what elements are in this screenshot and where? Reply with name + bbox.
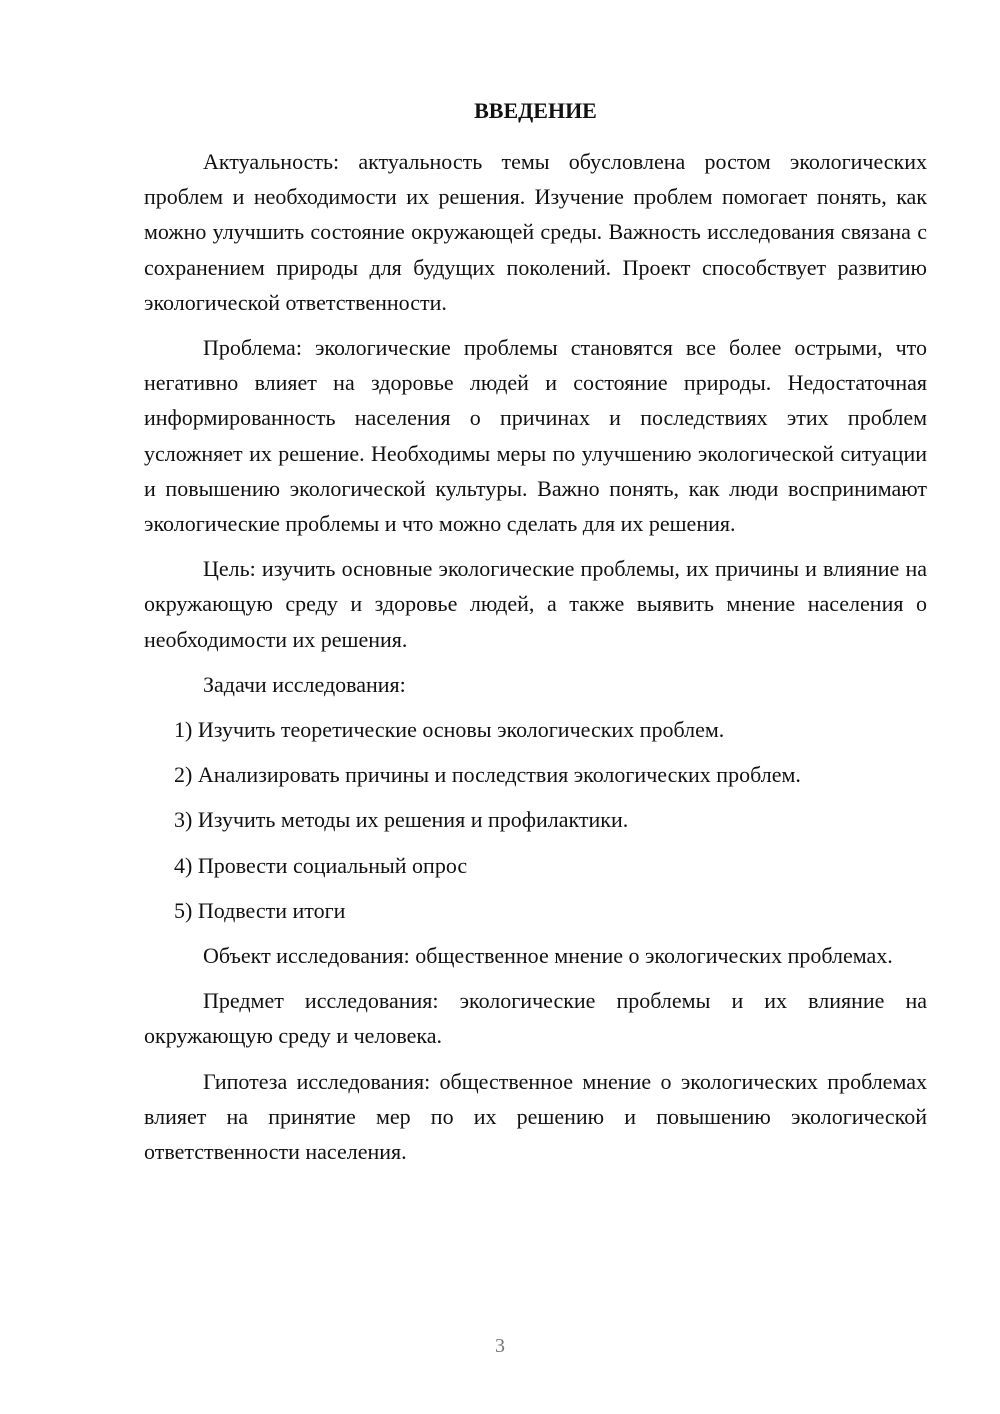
problem-paragraph: Проблема: экологические проблемы становятся все более острыми, что негативно влияет на здоровье людей и состояние природы. Недостаточная информированность населения о причинах и последствиях этих проблем усложняет их решение. Необходимы меры по улучшению экологической ситуации и повышению экологической культуры. Важно понять, как люди воспринимают экологические проблемы и что можно сделать для их решения. — [144, 335, 927, 537]
document-page — [144, 96, 927, 1179]
tasks-list — [144, 712, 927, 928]
relevance-paragraph: Актуальность: актуальность темы обусловлена ростом экологических проблем и необходимости их решения. Изучение проблем помогает понять, как можно улучшить состояние окружающей среды. Важность исследования связана с сохранением природы для будущих поколений. Проект способствует развитию экологической ответственности. — [144, 149, 927, 315]
object-paragraph: Объект исследования: общественное мнение о экологических проблемах. — [203, 943, 893, 969]
task-item-5: 5) Подвести итоги — [174, 897, 346, 923]
task-item-1: 1) Изучить теоретические основы экологических проблем. — [174, 717, 725, 743]
task-item-4: 4) Провести социальный опрос — [174, 852, 468, 878]
tasks-heading: Задачи исследования: — [203, 671, 406, 697]
page-title: ВВЕДЕНИЕ — [474, 98, 597, 123]
page-number: 3 — [495, 1335, 505, 1357]
subject-paragraph: Предмет исследования: экологические проблемы и их влияние на окружающую среду и человека. — [144, 988, 927, 1049]
task-item-2: 2) Анализировать причины и последствия экологических проблем. — [174, 762, 801, 788]
hypothesis-paragraph: Гипотеза исследования: общественное мнение о экологических проблемах влияет на принятие мер по их решению и повышению экологической ответственности населения. — [144, 1068, 927, 1165]
task-item-3: 3) Изучить методы их решения и профилактики. — [174, 807, 629, 833]
goal-paragraph: Цель: изучить основные экологические проблемы, их причины и влияние на окружающую среду и здоровье людей, а также выявить мнение населения о необходимости их решения. — [144, 556, 927, 652]
